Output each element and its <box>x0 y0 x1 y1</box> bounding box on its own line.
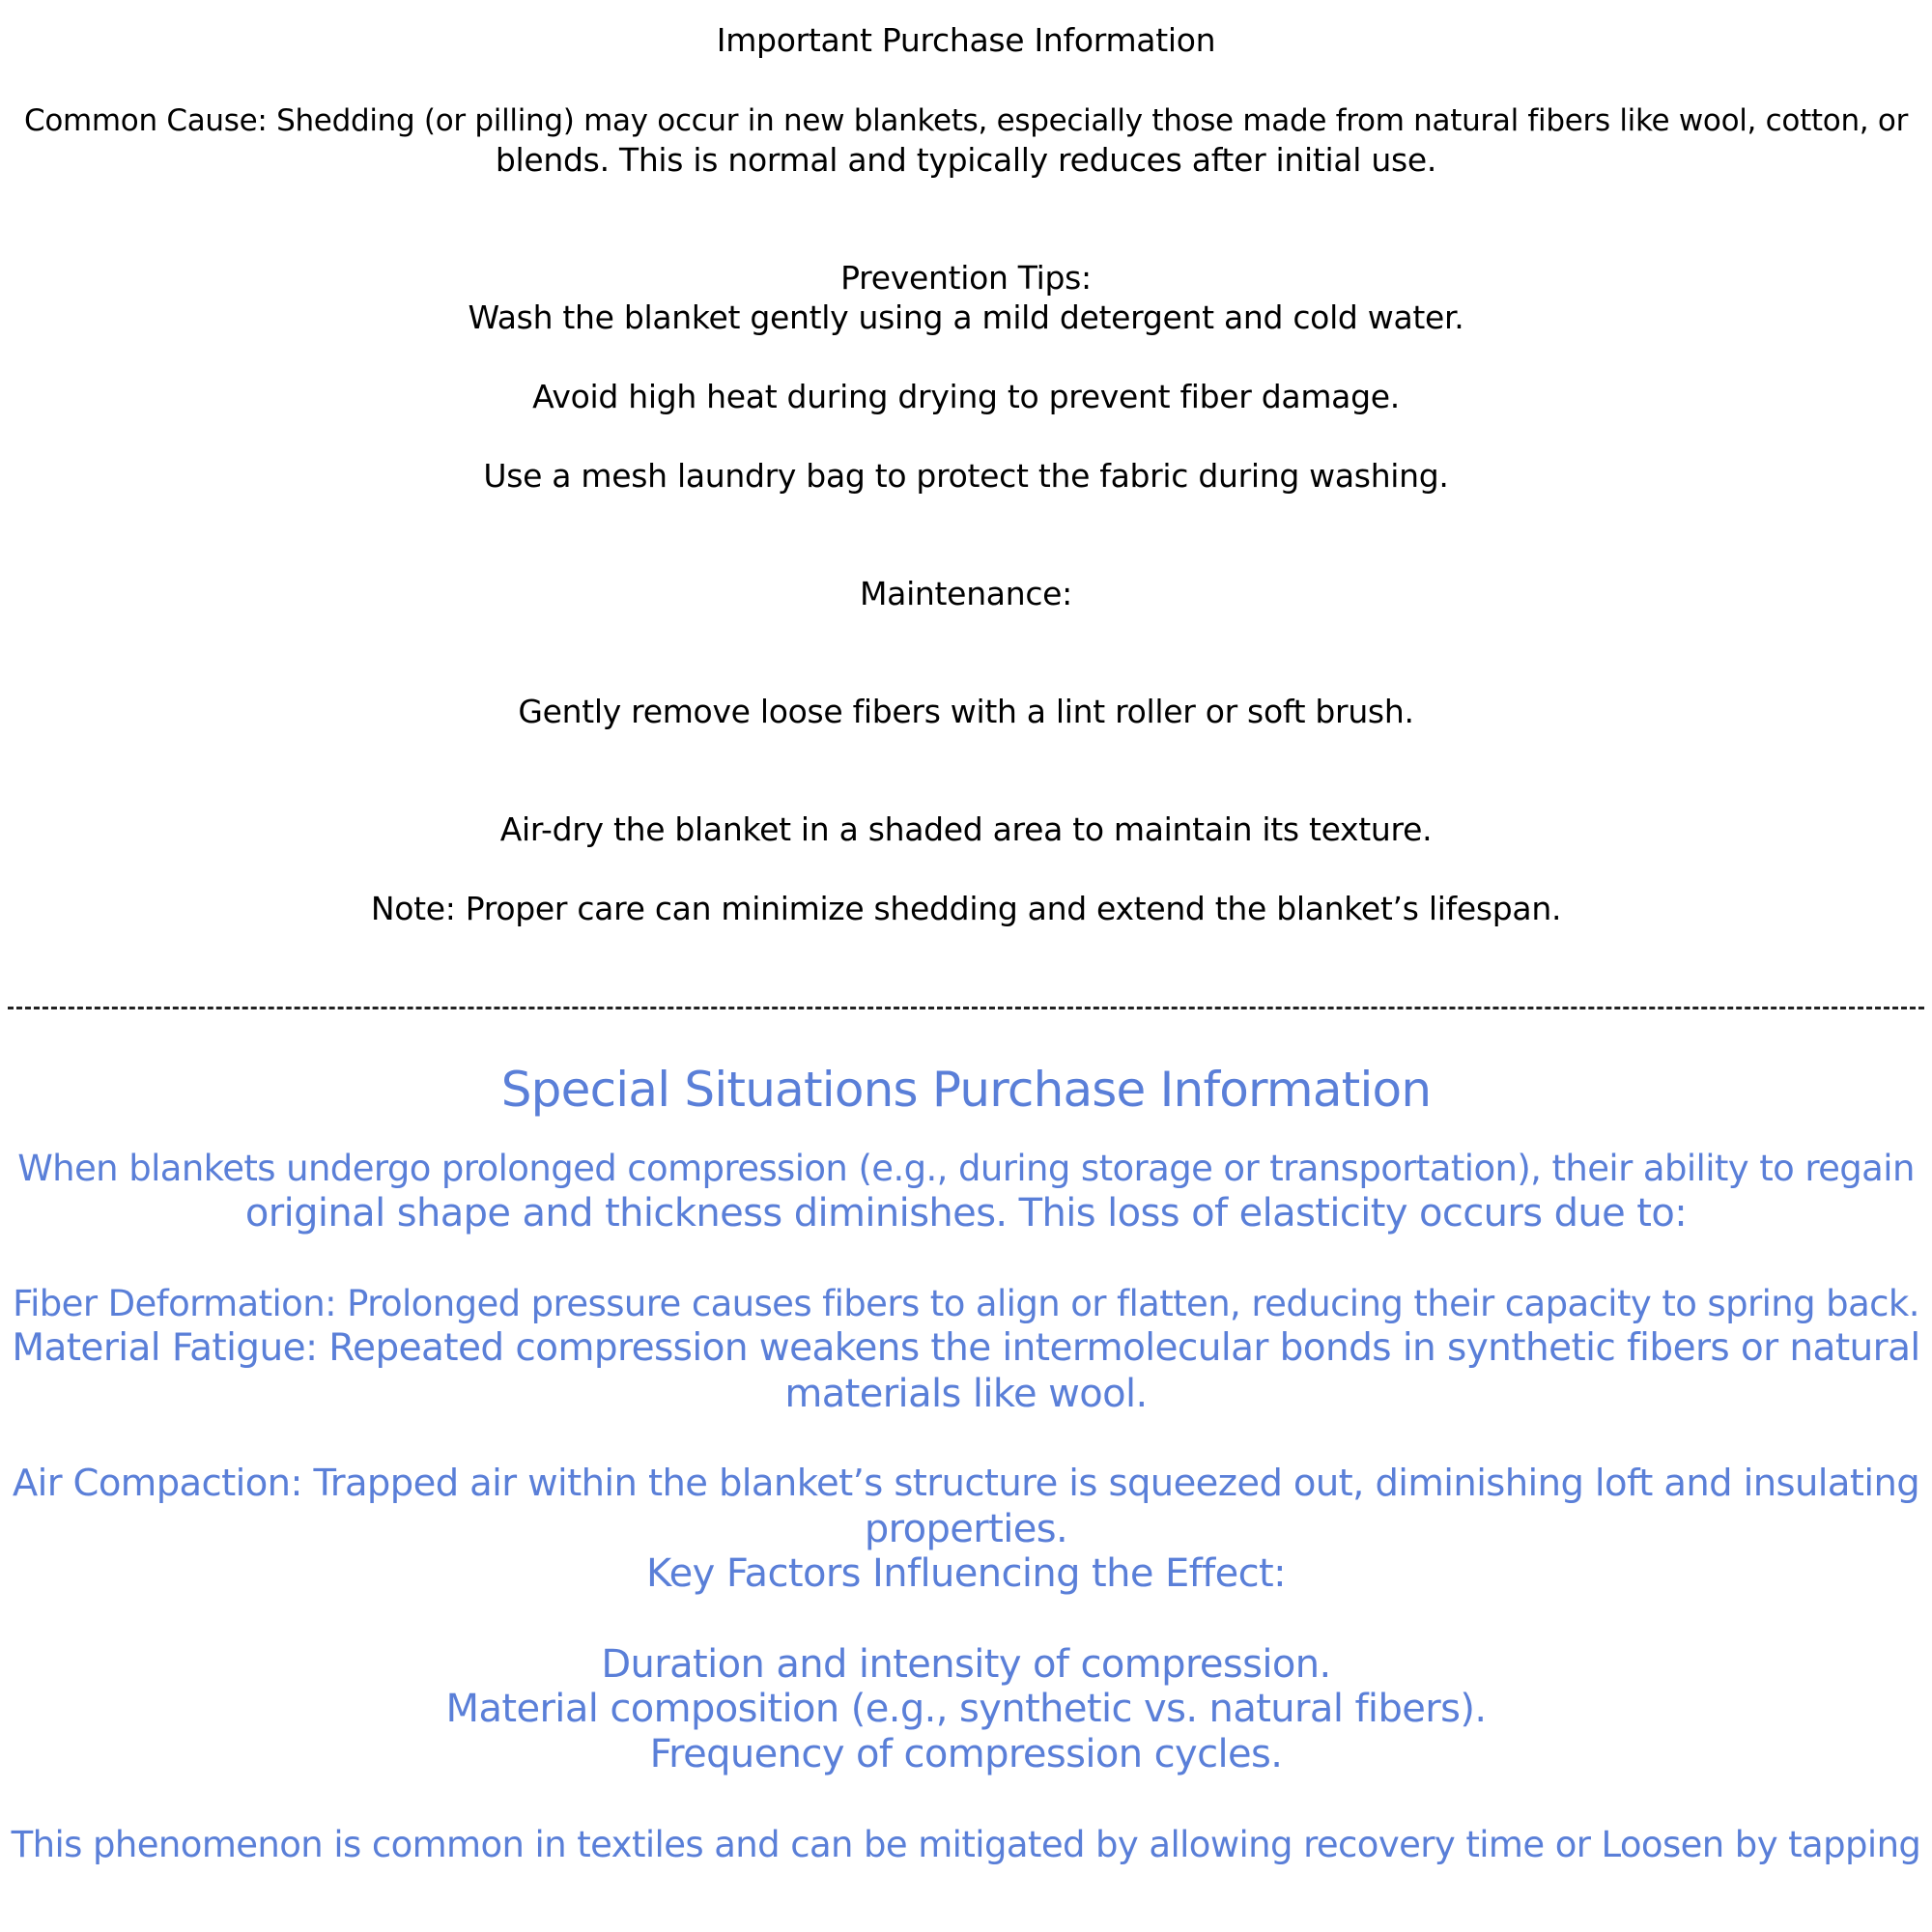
special-closing: This phenomenon is common in textiles and can be mitigated by allowing recovery time or Loosen by tapping <box>11 1824 1921 1865</box>
prevention-heading: Prevention Tips: <box>840 259 1092 297</box>
maintenance-item: Gently remove loose fibers with a lint roller or soft brush. <box>518 693 1414 730</box>
key-factor-item: Duration and intensity of compression. <box>601 1642 1331 1687</box>
important-title: Important Purchase Information <box>716 21 1216 59</box>
prevention-tip: Wash the blanket gently using a mild detergent and cold water. <box>468 298 1464 336</box>
special-intro-line-2: original shape and thickness diminishes. This loss of elasticity occurs due to: <box>244 1191 1688 1236</box>
key-factors-heading: Key Factors Influencing the Effect: <box>645 1551 1286 1596</box>
air-compaction-line-1: Air Compaction: Trapped air within the blanket’s structure is squeezed out, diminishing loft and insulating <box>12 1462 1920 1505</box>
maintenance-item: Air-dry the blanket in a shaded area to maintain its texture. <box>499 810 1433 848</box>
air-compaction-line-2: properties. <box>864 1507 1068 1551</box>
prevention-tip: Avoid high heat during drying to prevent fiber damage. <box>532 378 1400 415</box>
common-cause-line-1: Common Cause: Shedding (or pilling) may occur in new blankets, especially those made from natural fibers like wool, cotton, or <box>23 103 1909 138</box>
material-fatigue-line-2: materials like wool. <box>784 1372 1148 1416</box>
common-cause-line-2: blends. This is normal and typically reduces after initial use. <box>495 141 1437 179</box>
key-factor-item: Frequency of compression cycles. <box>649 1732 1283 1776</box>
special-intro-line-1: When blankets undergo prolonged compression (e.g., during storage or transportation), their ability to regain <box>17 1148 1915 1189</box>
special-title: Special Situations Purchase Information <box>500 1062 1432 1118</box>
care-note: Note: Proper care can minimize shedding and extend the blanket’s lifespan. <box>370 890 1562 927</box>
material-fatigue-line-1: Material Fatigue: Repeated compression weakens the intermolecular bonds in synthetic fibers or natural <box>12 1326 1920 1370</box>
maintenance-heading: Maintenance: <box>859 575 1073 612</box>
prevention-tip: Use a mesh laundry bag to protect the fabric during washing. <box>483 457 1449 495</box>
key-factor-item: Material composition (e.g., synthetic vs. natural fibers). <box>445 1687 1487 1731</box>
section-divider <box>8 1007 1924 1009</box>
fiber-deformation: Fiber Deformation: Prolonged pressure causes fibers to align or flatten, reducing their capacity to spring back. <box>13 1283 1919 1324</box>
